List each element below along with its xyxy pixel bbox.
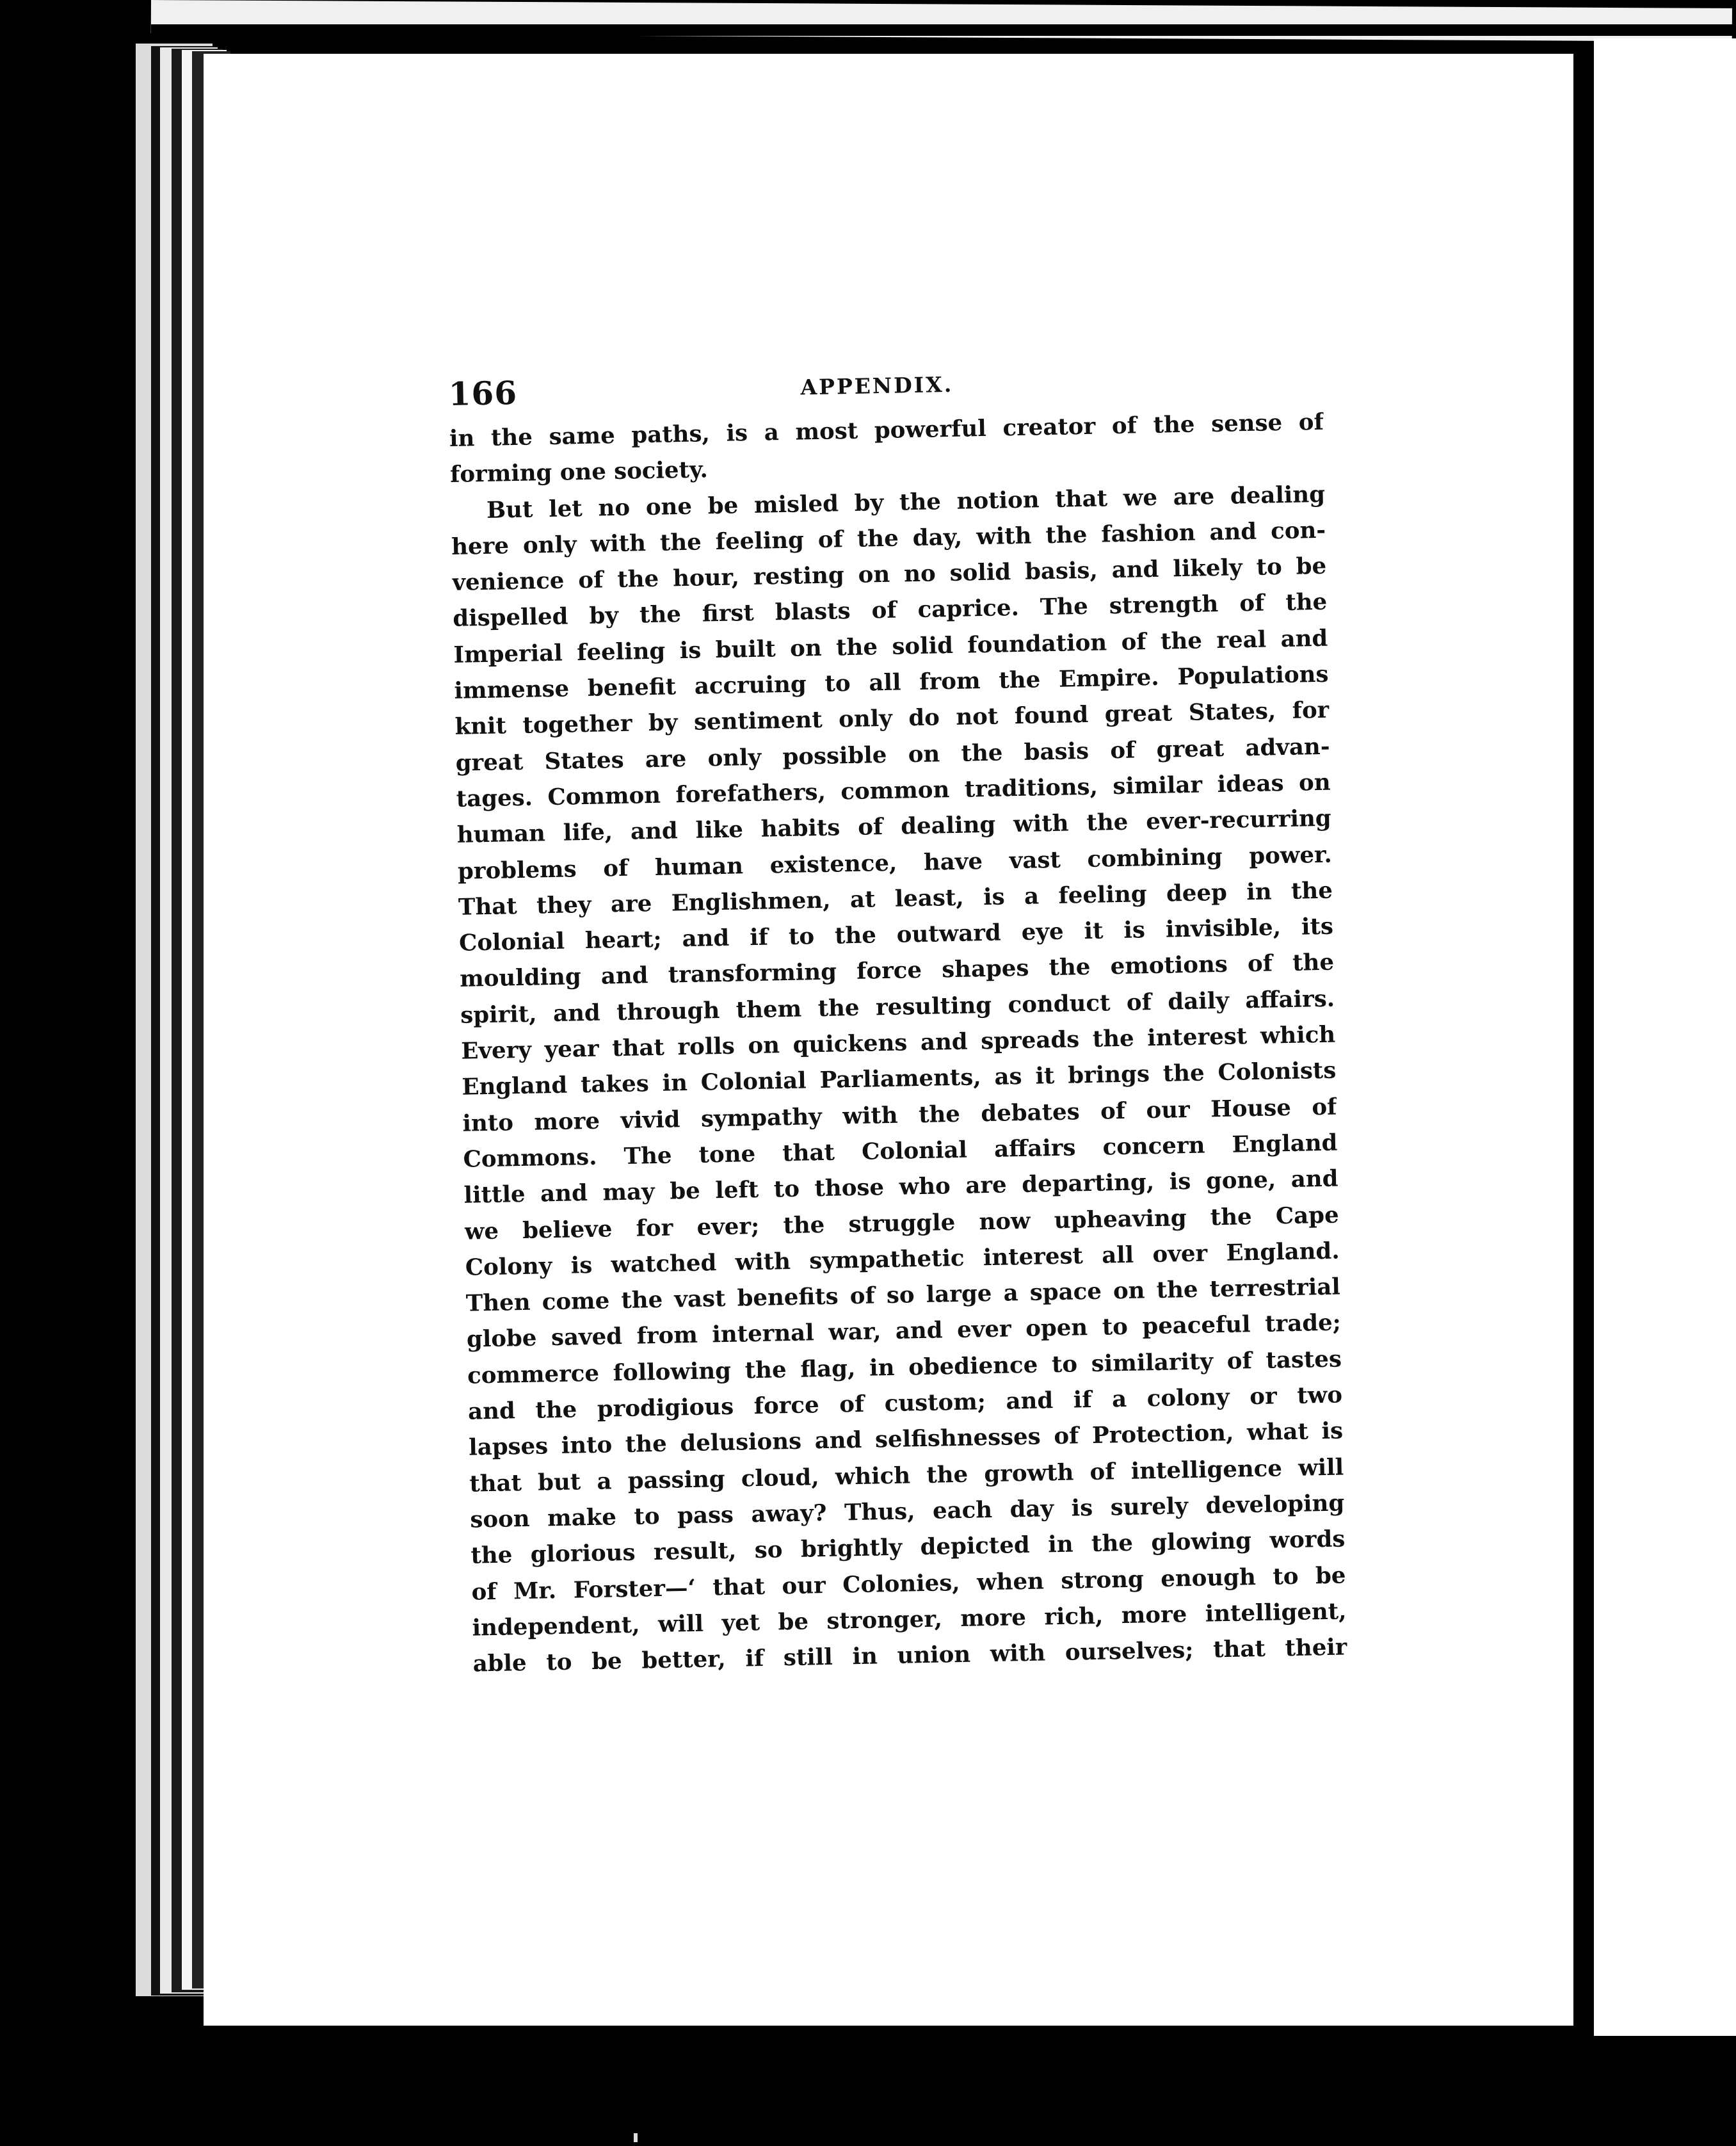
- text-line: venience of the hour, resting on no solid basis, and likely to be: [451, 553, 1327, 597]
- book-gutter: [1573, 45, 1594, 2036]
- text-line: dispelled by the first blasts of caprice. The strength of the: [453, 589, 1328, 633]
- text-line: soon make to pass away? Thus, each day is surely developing: [470, 1490, 1345, 1533]
- text-line: Then come the vast benefits of so large a space on the terrestrial: [465, 1273, 1341, 1317]
- text-line: in the same paths, is a most powerful creator of the sense of: [449, 408, 1324, 452]
- top-shadow: [151, 24, 1736, 36]
- text-line: Imperial feeling is built on the solid foundation of the real and: [453, 625, 1328, 668]
- text-line: lapses into the delusions and selfishnesses of Protection, what is: [468, 1417, 1344, 1461]
- text-line: here only with the feeling of the day, with the fashion and con-: [451, 517, 1326, 560]
- text-line: commerce following the flag, in obedience to similarity of tastes: [467, 1346, 1342, 1389]
- text-line: of Mr. Forster—‘ that our Colonies, when strong enough to be: [471, 1561, 1346, 1606]
- text-line: Every year that rolls on quickens and spreads the interest which: [461, 1021, 1336, 1065]
- text-line: Commons. The tone that Colonial affairs concern England: [463, 1129, 1338, 1173]
- text-line: That they are Englishmen, at least, is a feeling deep in the: [458, 877, 1333, 921]
- text-line: able to be better, if still in union with ourselves; that their: [472, 1634, 1347, 1677]
- text-line: great States are only possible on the basis of great advan-: [455, 733, 1330, 777]
- text-line: the glorious result, so brightly depicted in the glowing words: [470, 1526, 1346, 1569]
- text-line: But let no one be misled by the notion that we are dealing: [486, 481, 1326, 524]
- text-line: independent, will yet be stronger, more rich, more intelligent,: [472, 1598, 1347, 1642]
- text-line: and the prodigious force of custom; and if a colony or two: [467, 1382, 1343, 1425]
- running-title: APPENDIX.: [800, 371, 954, 400]
- text-line: human life, and like habits of dealing with the ever-recurring: [456, 805, 1332, 849]
- text-line: that but a passing cloud, which the growth of intelligence will: [469, 1454, 1344, 1497]
- text-line: Colony is watched with sympathetic interest all over England.: [465, 1238, 1340, 1281]
- page-number: 166: [448, 373, 518, 413]
- text-line: tages. Common forefathers, common traditions, similar ideas on: [456, 769, 1331, 812]
- page-text: [448, 355, 1347, 1682]
- text-line: forming one society.: [449, 456, 709, 488]
- text-line: England takes in Colonial Parliaments, as it brings the Colonists: [462, 1057, 1337, 1101]
- scan-speck: [634, 2133, 638, 2142]
- text-line: problems of human existence, have vast combining power.: [457, 841, 1333, 885]
- text-line: Colonial heart; and if to the outward eye it is invisible, its: [458, 913, 1334, 956]
- text-line: immense benefit accruing to all from the Empire. Populations: [454, 661, 1329, 704]
- text-line: knit together by sentiment only do not found great States, for: [454, 697, 1330, 741]
- text-line: we believe for ever; the struggle now upheaving the Cape: [464, 1202, 1339, 1245]
- text-line: into more vivid sympathy with the debates of our House of: [462, 1093, 1337, 1137]
- facing-page: [1594, 38, 1736, 2036]
- text-line: moulding and transforming force shapes the emotions of the: [459, 949, 1335, 993]
- text-line: spirit, and through them the resulting conduct of daily affairs.: [460, 985, 1335, 1029]
- text-line: little and may be left to those who are departing, is gone, and: [463, 1165, 1338, 1209]
- text-line: globe saved from internal war, and ever open to peaceful trade;: [466, 1309, 1342, 1353]
